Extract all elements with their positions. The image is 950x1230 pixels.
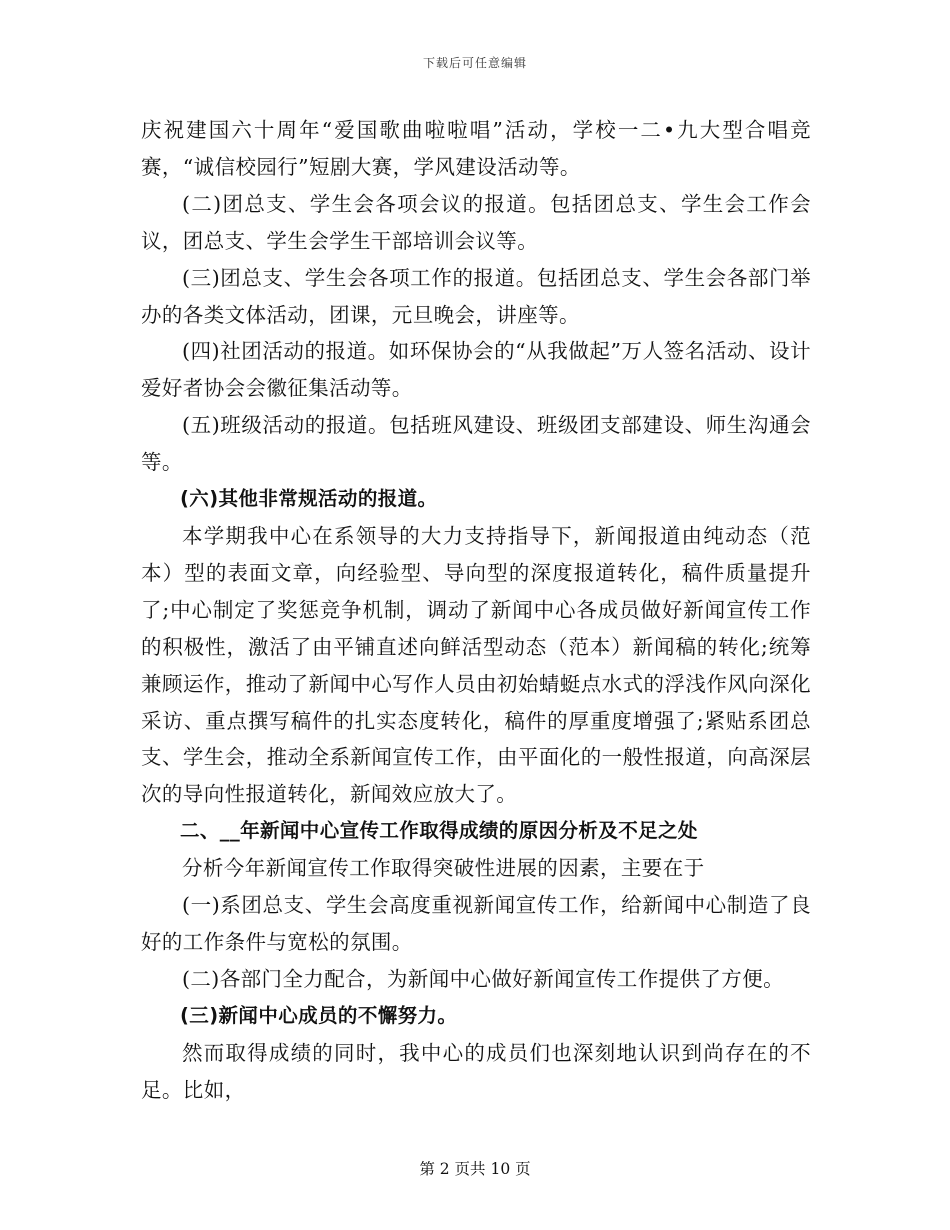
document-body — [141, 112, 811, 1108]
paragraph: (一)系团总支、学生会高度重视新闻宣传工作，给新闻中心制造了良好的工作条件与宽松的氛围。 — [141, 893, 811, 954]
paragraph: 分析今年新闻宣传工作取得突破性进展的因素，主要在于 — [182, 856, 705, 881]
page-header: 下载后可任意编辑 — [422, 56, 527, 70]
paragraph: 本学期我中心在系领导的大力支持指导下，新闻报道由纯动态（范本）型的表面文章，向经验型、导向型的深度报道转化，稿件质量提升了;中心制定了奖惩竞争机制，调动了新闻中心各成员做好新闻宣传工作的积极性，激活了由平铺直述向鲜活型动态（范本）新闻稿的转化;统筹兼顾运作，推动了新闻中心写作人员由初始蜻蜓点水式的浮浅作风向深化采访、重点撰写稿件的扎实态度转化，稿件的厚重度增强了;紧贴系团总支、学生会，推动全系新闻宣传工作，由平面化的一般性报道，向高深层次的导向性报道转化，新闻效应放大了。 — [141, 523, 811, 807]
paragraph: (五)班级活动的报道。包括班风建设、班级团支部建设、师生沟通会等。 — [141, 413, 811, 475]
paragraph: (四)社团活动的报道。如环保协会的“从我做起”万人签名活动、设计爱好者协会会徽征集活动等。 — [141, 339, 811, 401]
section-heading: (六)其他非常规活动的报道。 — [180, 487, 438, 511]
paragraph: (三)团总支、学生会各项工作的报道。包括团总支、学生会各部门举办的各类文体活动，团课，元旦晚会，讲座等。 — [141, 265, 811, 327]
section-heading: 二、__年新闻中心宣传工作取得成绩的原因分析及不足之处 — [180, 819, 698, 843]
paragraph: (二)团总支、学生会各项会议的报道。包括团总支、学生会工作会议，团总支、学生会学生干部培训会议等。 — [141, 191, 811, 253]
paragraph: 然而取得成绩的同时，我中心的成员们也深刻地认识到尚存在的不足。比如， — [141, 1040, 811, 1102]
section-heading: (三)新闻中心成员的不懈努力。 — [180, 1003, 458, 1027]
page-footer: 第 2 页共 10 页 — [419, 1160, 531, 1178]
paragraph: 庆祝建国六十周年“爱国歌曲啦啦唱”活动，学校一二•九大型合唱竞赛，“诚信校园行”短剧大赛，学风建设活动等。 — [141, 118, 811, 179]
paragraph: (二)各部门全力配合，为新闻中心做好新闻宣传工作提供了方便。 — [182, 966, 784, 991]
